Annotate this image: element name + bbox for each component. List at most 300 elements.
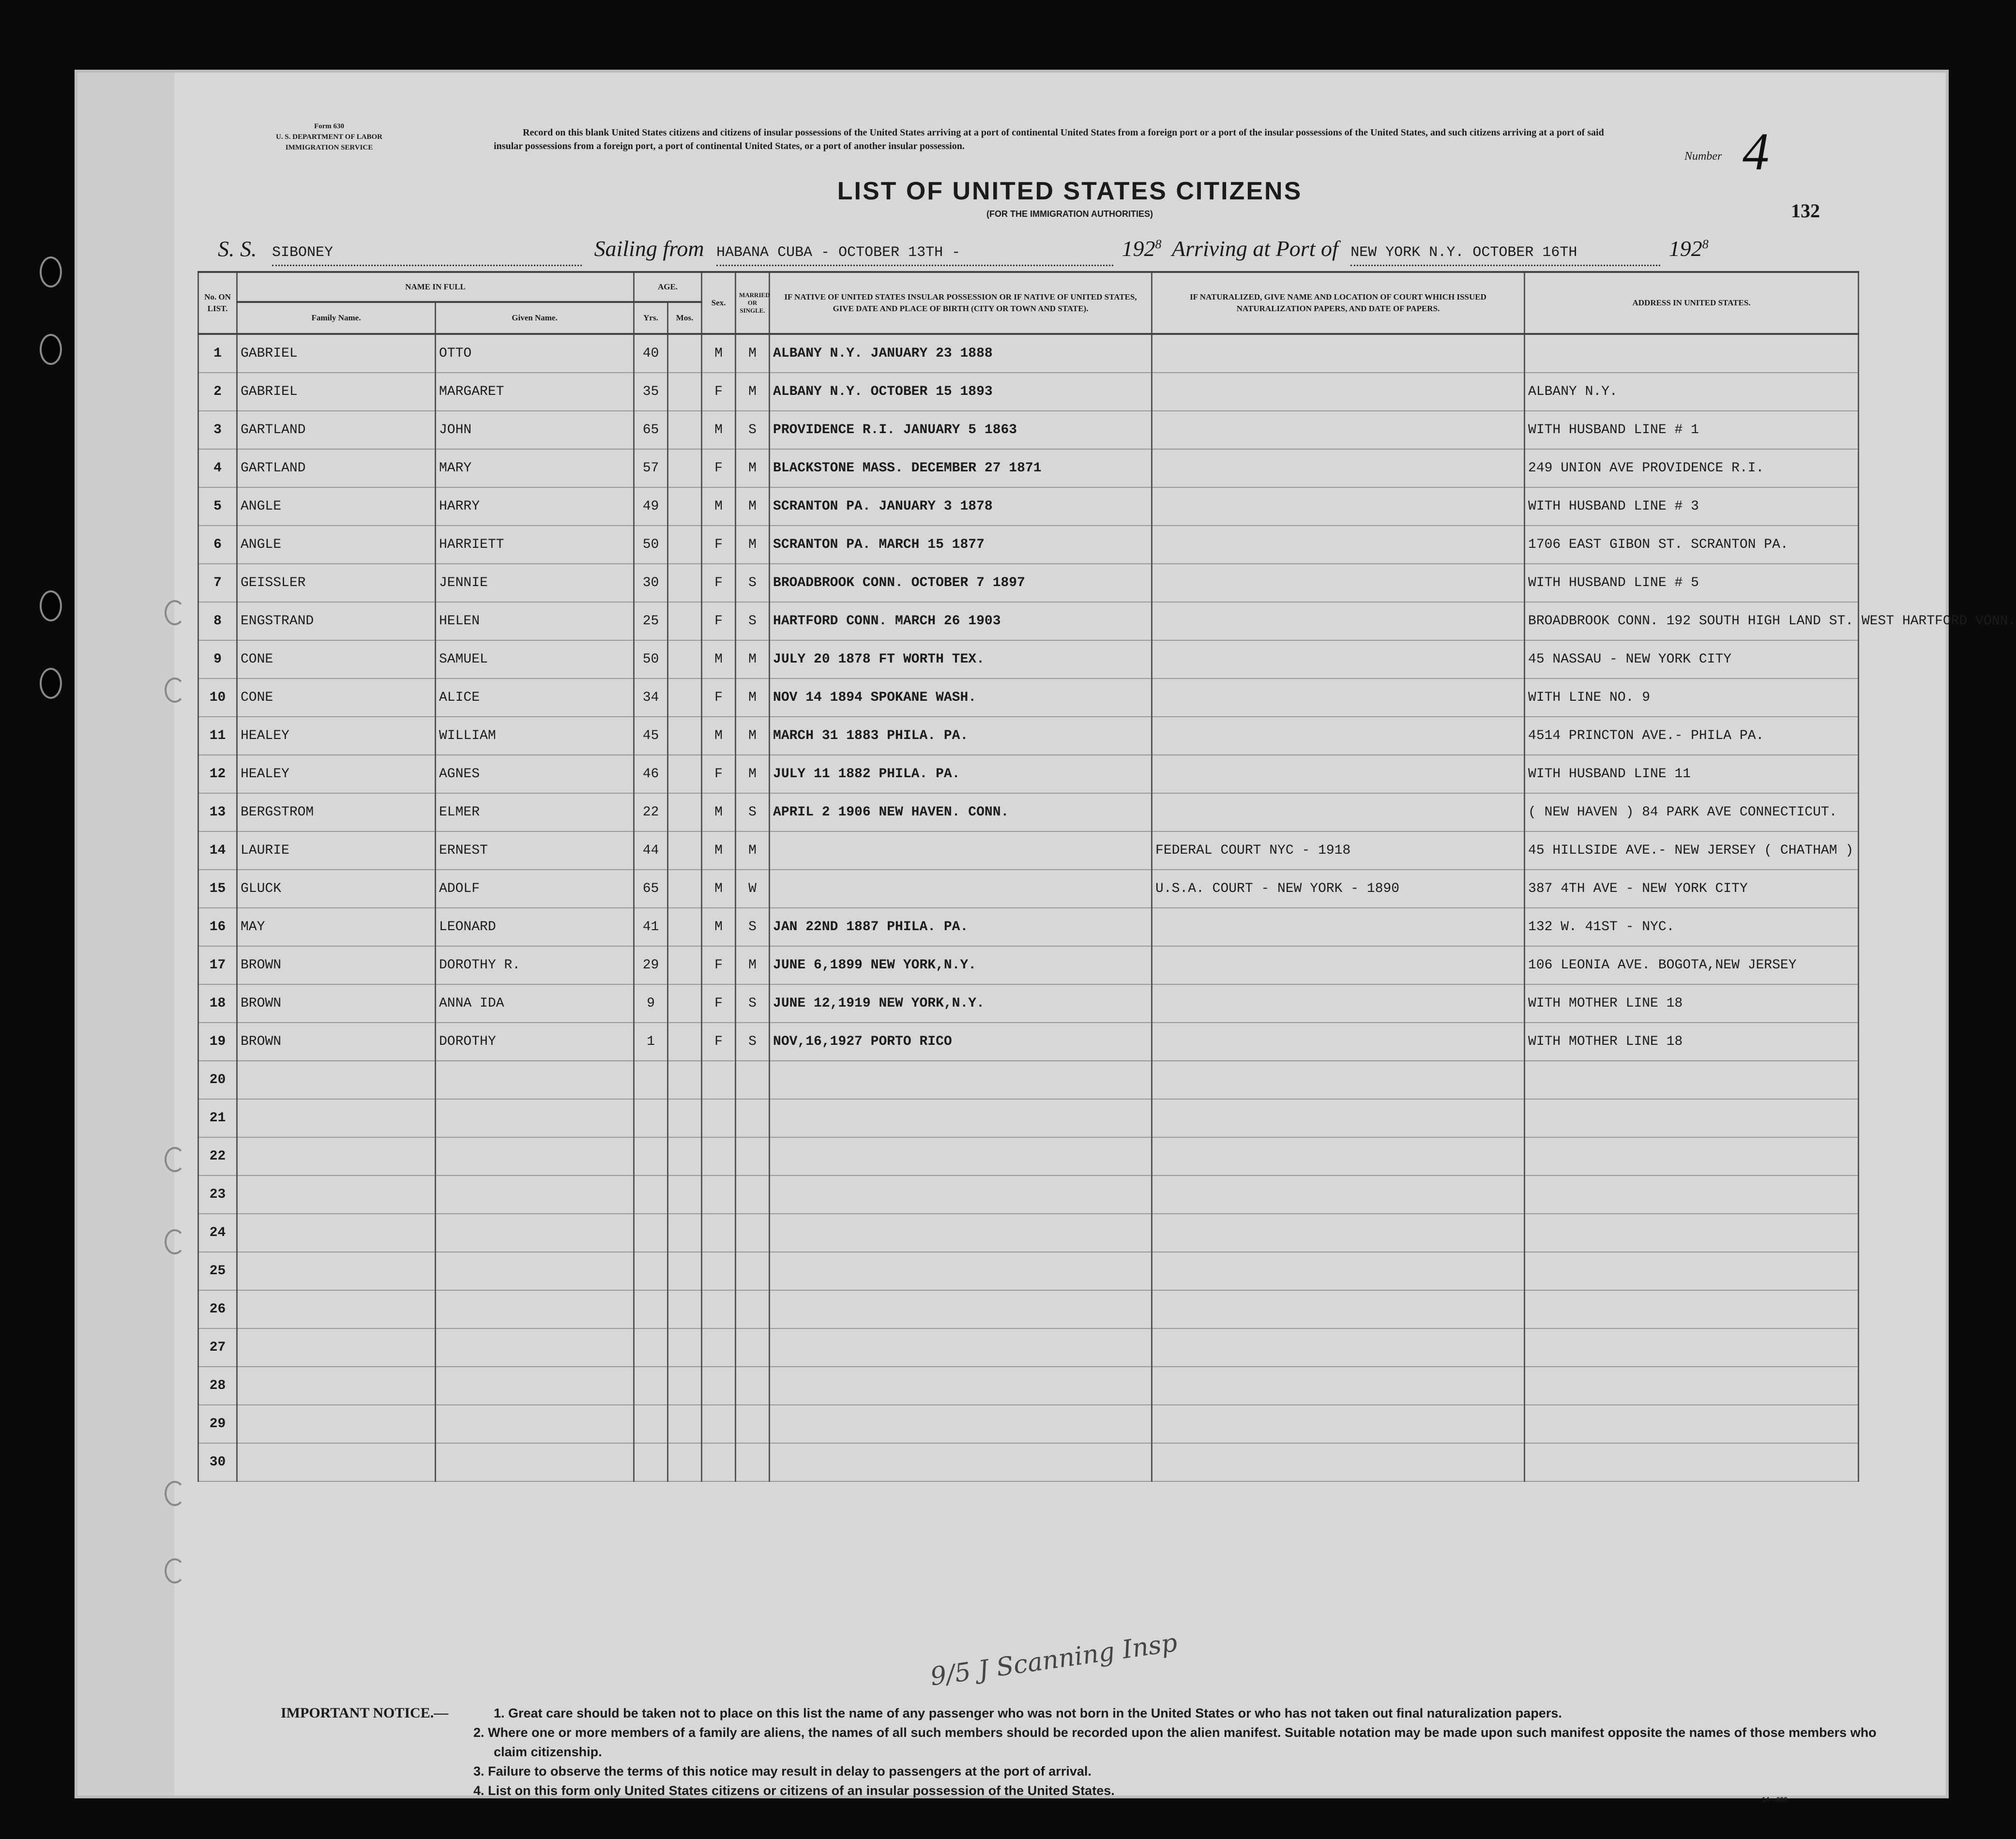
cell-ms: S [736, 984, 770, 1023]
cell-yrs: 45 [634, 717, 668, 755]
cell-yrs: 49 [634, 487, 668, 526]
cell-addr [1525, 1367, 1859, 1405]
cell-sex: F [702, 678, 736, 717]
cell-yrs: 65 [634, 411, 668, 449]
cell-birth: ALBANY N.Y. JANUARY 23 1888 [770, 334, 1152, 373]
cell-family: BROWN [237, 984, 436, 1023]
cell-mos [668, 946, 702, 984]
cell-family [237, 1252, 436, 1290]
cell-ms: M [736, 373, 770, 411]
cell-nat [1152, 793, 1525, 831]
table-row [198, 1099, 1859, 1137]
cell-ms: W [736, 870, 770, 908]
cell-no: 16 [198, 908, 237, 946]
table-row [198, 1443, 1859, 1481]
cell-ms: M [736, 334, 770, 373]
cell-yrs: 41 [634, 908, 668, 946]
cell-sex: M [702, 831, 736, 870]
cell-birth: JULY 11 1882 PHILA. PA. [770, 755, 1152, 793]
cell-no: 11 [198, 717, 237, 755]
cell-mos [668, 411, 702, 449]
cell-yrs: 25 [634, 602, 668, 640]
cell-no: 29 [198, 1405, 237, 1443]
cell-given: MARGARET [436, 373, 634, 411]
cell-ms: M [736, 831, 770, 870]
arriving-label: Arriving at Port of [1172, 236, 1338, 261]
cell-family: GLUCK [237, 870, 436, 908]
cell-sex: F [702, 526, 736, 564]
sailing-label: Sailing from [594, 236, 704, 261]
table-row [198, 640, 1859, 678]
cell-addr: 106 LEONIA AVE. BOGOTA,NEW JERSEY [1525, 946, 1859, 984]
cell-birth [770, 1252, 1152, 1290]
cell-given: ANNA IDA [436, 984, 634, 1023]
cell-mos [668, 1214, 702, 1252]
sailing-from: HABANA CUBA - OCTOBER 13TH - [716, 241, 1113, 266]
cell-sex [702, 1443, 736, 1481]
cell-yrs: 50 [634, 640, 668, 678]
cell-no: 5 [198, 487, 237, 526]
col-header-address: ADDRESS IN UNITED STATES. [1525, 272, 1859, 334]
form-code: 14—608 [1762, 1795, 1788, 1803]
ship-label: S. S. [218, 236, 257, 261]
arriving-year-digit: 8 [1702, 237, 1709, 251]
cell-no: 27 [198, 1328, 237, 1367]
table-row [198, 755, 1859, 793]
ring-mark [165, 600, 185, 625]
number-label: Number [1684, 150, 1722, 163]
cell-yrs [634, 1137, 668, 1176]
cell-no: 14 [198, 831, 237, 870]
cell-ms: M [736, 755, 770, 793]
cell-sex [702, 1137, 736, 1176]
cell-no: 12 [198, 755, 237, 793]
cell-mos [668, 1443, 702, 1481]
cell-sex [702, 1252, 736, 1290]
cell-addr: 1706 EAST GIBON ST. SCRANTON PA. [1525, 526, 1859, 564]
cell-yrs: 40 [634, 334, 668, 373]
cell-addr: WITH HUSBAND LINE # 1 [1525, 411, 1859, 449]
table-row [198, 1405, 1859, 1443]
table-row [198, 1061, 1859, 1099]
table-row [198, 449, 1859, 487]
cell-yrs [634, 1367, 668, 1405]
col-header-yrs: Yrs. [634, 302, 668, 334]
col-header-married: MARRIED OR SINGLE. [736, 272, 770, 334]
cell-family: ANGLE [237, 487, 436, 526]
cell-addr: 387 4TH AVE - NEW YORK CITY [1525, 870, 1859, 908]
cell-addr [1525, 1252, 1859, 1290]
cell-addr: 249 UNION AVE PROVIDENCE R.I. [1525, 449, 1859, 487]
cell-nat [1152, 411, 1525, 449]
cell-family: GABRIEL [237, 334, 436, 373]
ring-mark [165, 678, 185, 703]
cell-family: GARTLAND [237, 449, 436, 487]
cell-no: 28 [198, 1367, 237, 1405]
cell-yrs: 1 [634, 1023, 668, 1061]
cell-family [237, 1443, 436, 1481]
table-row [198, 678, 1859, 717]
cell-addr: ALBANY N.Y. [1525, 373, 1859, 411]
cell-mos [668, 908, 702, 946]
service-name: IMMIGRATION SERVICE [285, 144, 373, 151]
cell-family: CONE [237, 678, 436, 717]
cell-yrs [634, 1176, 668, 1214]
cell-mos [668, 1099, 702, 1137]
cell-mos [668, 487, 702, 526]
cell-addr: ( NEW HAVEN ) 84 PARK AVE CONNECTICUT. [1525, 793, 1859, 831]
cell-family [237, 1367, 436, 1405]
cell-ms: M [736, 487, 770, 526]
cell-ms: M [736, 449, 770, 487]
cell-mos [668, 755, 702, 793]
cell-mos [668, 1176, 702, 1214]
cell-mos [668, 831, 702, 870]
cell-mos [668, 1367, 702, 1405]
cell-birth: BLACKSTONE MASS. DECEMBER 27 1871 [770, 449, 1152, 487]
cell-no: 23 [198, 1176, 237, 1214]
binder-hole [40, 256, 62, 287]
cell-sex: M [702, 640, 736, 678]
cell-yrs: 65 [634, 870, 668, 908]
cell-addr: BROADBROOK CONN. 192 SOUTH HIGH LAND ST. WEST HARTFORD VONN. [1525, 602, 1859, 640]
inspector-signature: 9/5 J Scanning Insp [928, 1628, 1179, 1692]
arriving-year-prefix: 192 [1668, 236, 1702, 261]
cell-birth [770, 1405, 1152, 1443]
cell-nat [1152, 1061, 1525, 1099]
cell-yrs [634, 1061, 668, 1099]
cell-ms: S [736, 793, 770, 831]
notice-item-2: 2. Where one or more members of a family are aliens, the names of all such members should be recorded upon the alien manifest. Suitable notation may be made upon such manifest opposite the names of those members who claim citizenship. [473, 1725, 1877, 1759]
cell-ms: S [736, 564, 770, 602]
cell-yrs: 30 [634, 564, 668, 602]
table-row [198, 602, 1859, 640]
cell-family: MAY [237, 908, 436, 946]
col-header-birth: IF NATIVE OF UNITED STATES INSULAR POSSESSION OR IF NATIVE OF UNITED STATES, GIVE DATE AND PLACE OF BIRTH (CITY OR TOWN AND STATE). [770, 272, 1152, 334]
cell-sex [702, 1290, 736, 1328]
cell-nat [1152, 908, 1525, 946]
cell-no: 17 [198, 946, 237, 984]
cell-given [436, 1328, 634, 1367]
cell-nat [1152, 373, 1525, 411]
cell-given: HARRY [436, 487, 634, 526]
table-row [198, 717, 1859, 755]
table-row [198, 908, 1859, 946]
cell-yrs: 22 [634, 793, 668, 831]
cell-sex [702, 1214, 736, 1252]
cell-family [237, 1328, 436, 1367]
cell-given: JOHN [436, 411, 634, 449]
cell-no: 18 [198, 984, 237, 1023]
cell-addr [1525, 1176, 1859, 1214]
col-header-mos: Mos. [668, 302, 702, 334]
cell-family: GABRIEL [237, 373, 436, 411]
cell-sex [702, 1099, 736, 1137]
cell-nat [1152, 1214, 1525, 1252]
cell-ms [736, 1137, 770, 1176]
table-row [198, 870, 1859, 908]
cell-no: 24 [198, 1214, 237, 1252]
cell-mos [668, 717, 702, 755]
cell-nat [1152, 1290, 1525, 1328]
cell-yrs [634, 1290, 668, 1328]
cell-birth [770, 1443, 1152, 1481]
cell-nat [1152, 946, 1525, 984]
cell-ms: M [736, 946, 770, 984]
cell-mos [668, 1328, 702, 1367]
cell-no: 22 [198, 1137, 237, 1176]
cell-birth [770, 1328, 1152, 1367]
form-instructions: Record on this blank United States citizens and citizens of insular possessions of the United States arriving at a port of continental United States from a foreign port or a port of the insular possessions of the United States, and such citizens arriving at a port of said insular possessions from a foreign port, a port of continental United States, or a port of another insular possession. [494, 127, 1604, 151]
cell-family: ENGSTRAND [237, 602, 436, 640]
table-row [198, 1137, 1859, 1176]
cell-yrs [634, 1252, 668, 1290]
cell-ms: M [736, 640, 770, 678]
cell-addr [1525, 334, 1859, 373]
table-row [198, 411, 1859, 449]
cell-mos [668, 640, 702, 678]
cell-family: CONE [237, 640, 436, 678]
cell-given [436, 1176, 634, 1214]
cell-birth: SCRANTON PA. MARCH 15 1877 [770, 526, 1152, 564]
cell-addr [1525, 1099, 1859, 1137]
cell-no: 15 [198, 870, 237, 908]
table-row [198, 831, 1859, 870]
cell-birth [770, 1061, 1152, 1099]
cell-nat [1152, 1252, 1525, 1290]
cell-nat [1152, 449, 1525, 487]
cell-sex [702, 1367, 736, 1405]
cell-nat [1152, 984, 1525, 1023]
cell-mos [668, 984, 702, 1023]
cell-given: MARY [436, 449, 634, 487]
cell-given: HARRIETT [436, 526, 634, 564]
cell-ms [736, 1290, 770, 1328]
notice-item-4: 4. List on this form only United States citizens or citizens of an insular possession of the United States. [473, 1783, 1115, 1798]
cell-no: 20 [198, 1061, 237, 1099]
ship-name: SIBONEY [272, 241, 582, 266]
cell-no: 9 [198, 640, 237, 678]
cell-family: HEALEY [237, 755, 436, 793]
cell-birth: SCRANTON PA. JANUARY 3 1878 [770, 487, 1152, 526]
cell-sex: M [702, 870, 736, 908]
form-number: Form 630 [314, 122, 345, 130]
cell-addr: 45 NASSAU - NEW YORK CITY [1525, 640, 1859, 678]
ring-mark [165, 1558, 185, 1583]
cell-birth [770, 1176, 1152, 1214]
cell-family: LAURIE [237, 831, 436, 870]
cell-no: 19 [198, 1023, 237, 1061]
cell-sex: M [702, 908, 736, 946]
cell-sex: F [702, 984, 736, 1023]
cell-family: HEALEY [237, 717, 436, 755]
cell-nat [1152, 487, 1525, 526]
page-subtitle: (FOR THE IMMIGRATION AUTHORITIES) [986, 209, 1153, 219]
cell-given: SAMUEL [436, 640, 634, 678]
cell-ms: S [736, 1023, 770, 1061]
cell-sex: F [702, 449, 736, 487]
table-row [198, 793, 1859, 831]
ring-mark [165, 1147, 185, 1172]
cell-mos [668, 564, 702, 602]
cell-sex: M [702, 487, 736, 526]
cell-birth: PROVIDENCE R.I. JANUARY 5 1863 [770, 411, 1152, 449]
cell-given [436, 1405, 634, 1443]
cell-yrs: 35 [634, 373, 668, 411]
col-header-family: Family Name. [237, 302, 436, 334]
cell-birth [770, 1290, 1152, 1328]
cell-mos [668, 1405, 702, 1443]
important-notice [281, 1703, 1878, 1800]
table-row [198, 334, 1859, 373]
cell-birth: JUNE 6,1899 NEW YORK,N.Y. [770, 946, 1152, 984]
table-row [198, 1176, 1859, 1214]
col-header-given: Given Name. [436, 302, 634, 334]
binder-hole [40, 334, 62, 365]
cell-ms [736, 1328, 770, 1367]
cell-yrs: 50 [634, 526, 668, 564]
cell-family [237, 1290, 436, 1328]
table-row [198, 487, 1859, 526]
cell-yrs: 57 [634, 449, 668, 487]
ring-mark [165, 1481, 185, 1506]
cell-addr: WITH MOTHER LINE 18 [1525, 984, 1859, 1023]
cell-sex: F [702, 564, 736, 602]
cell-ms [736, 1061, 770, 1099]
cell-nat [1152, 1137, 1525, 1176]
cell-nat [1152, 717, 1525, 755]
cell-ms: M [736, 717, 770, 755]
cell-birth: HARTFORD CONN. MARCH 26 1903 [770, 602, 1152, 640]
cell-given: DOROTHY [436, 1023, 634, 1061]
department-name: U. S. DEPARTMENT OF LABOR [275, 133, 383, 141]
cell-birth: APRIL 2 1906 NEW HAVEN. CONN. [770, 793, 1152, 831]
cell-family: GARTLAND [237, 411, 436, 449]
col-header-age: AGE. [634, 272, 702, 302]
cell-birth [770, 1367, 1152, 1405]
cell-sex: F [702, 946, 736, 984]
cell-family [237, 1405, 436, 1443]
cell-nat [1152, 755, 1525, 793]
cell-birth: BROADBROOK CONN. OCTOBER 7 1897 [770, 564, 1152, 602]
cell-addr [1525, 1405, 1859, 1443]
cell-birth: NOV 14 1894 SPOKANE WASH. [770, 678, 1152, 717]
cell-mos [668, 1023, 702, 1061]
number-value: 4 [1743, 122, 1769, 181]
cell-birth: MARCH 31 1883 PHILA. PA. [770, 717, 1152, 755]
cell-nat [1152, 1405, 1525, 1443]
cell-family: BROWN [237, 946, 436, 984]
cell-no: 10 [198, 678, 237, 717]
cell-nat [1152, 1099, 1525, 1137]
table-row [198, 1290, 1859, 1328]
cell-ms [736, 1252, 770, 1290]
cell-nat [1152, 1328, 1525, 1367]
cell-ms: S [736, 908, 770, 946]
cell-sex [702, 1328, 736, 1367]
cell-addr: WITH HUSBAND LINE 11 [1525, 755, 1859, 793]
cell-given [436, 1214, 634, 1252]
cell-ms [736, 1214, 770, 1252]
cell-given [436, 1252, 634, 1290]
col-header-sex: Sex. [702, 272, 736, 334]
table-row [198, 1252, 1859, 1290]
cell-yrs: 44 [634, 831, 668, 870]
cell-addr: WITH MOTHER LINE 18 [1525, 1023, 1859, 1061]
cell-birth: JUNE 12,1919 NEW YORK,N.Y. [770, 984, 1152, 1023]
cell-given: DOROTHY R. [436, 946, 634, 984]
cell-ms [736, 1405, 770, 1443]
cell-family [237, 1137, 436, 1176]
cell-family [237, 1061, 436, 1099]
cell-no: 4 [198, 449, 237, 487]
cell-no: 25 [198, 1252, 237, 1290]
cell-sex: F [702, 602, 736, 640]
cell-family: ANGLE [237, 526, 436, 564]
cell-addr: 132 W. 41ST - NYC. [1525, 908, 1859, 946]
cell-nat: U.S.A. COURT - NEW YORK - 1890 [1152, 870, 1525, 908]
cell-mos [668, 526, 702, 564]
cell-no: 30 [198, 1443, 237, 1481]
cell-no: 7 [198, 564, 237, 602]
cell-nat [1152, 1367, 1525, 1405]
cell-addr [1525, 1214, 1859, 1252]
cell-family [237, 1214, 436, 1252]
sailing-year-prefix: 192 [1122, 236, 1155, 261]
cell-nat: FEDERAL COURT NYC - 1918 [1152, 831, 1525, 870]
cell-given: ALICE [436, 678, 634, 717]
cell-sex [702, 1405, 736, 1443]
table-row [198, 1023, 1859, 1061]
table-row [198, 1328, 1859, 1367]
col-header-name: NAME IN FULL [237, 272, 634, 302]
cell-birth: NOV,16,1927 PORTO RICO [770, 1023, 1152, 1061]
cell-nat [1152, 602, 1525, 640]
cell-no: 21 [198, 1099, 237, 1137]
sheet-binding-edge [77, 73, 174, 1795]
cell-no: 1 [198, 334, 237, 373]
cell-given: AGNES [436, 755, 634, 793]
notice-item-3: 3. Failure to observe the terms of this notice may result in delay to passengers at the port of arrival. [473, 1764, 1091, 1779]
cell-no: 6 [198, 526, 237, 564]
cell-addr [1525, 1328, 1859, 1367]
table-row [198, 1214, 1859, 1252]
table-row [198, 526, 1859, 564]
cell-given [436, 1290, 634, 1328]
cell-ms: M [736, 526, 770, 564]
cell-given [436, 1061, 634, 1099]
cell-family: BROWN [237, 1023, 436, 1061]
cell-given [436, 1367, 634, 1405]
arriving-port: NEW YORK N.Y. OCTOBER 16TH [1350, 241, 1660, 266]
cell-given [436, 1137, 634, 1176]
cell-nat [1152, 640, 1525, 678]
cell-family: BERGSTROM [237, 793, 436, 831]
cell-yrs [634, 1328, 668, 1367]
cell-given [436, 1099, 634, 1137]
cell-birth: ALBANY N.Y. OCTOBER 15 1893 [770, 373, 1152, 411]
col-header-no: No. ON LIST. [198, 272, 237, 334]
notice-item-1: IMPORTANT NOTICE.— 1. Great care should be taken not to place on this list the name of any passenger who was not born in the United States or who has not taken out final naturalization papers. [281, 1703, 1878, 1723]
cell-sex: M [702, 411, 736, 449]
cell-family: GEISSLER [237, 564, 436, 602]
cell-sex [702, 1176, 736, 1214]
cell-mos [668, 1290, 702, 1328]
cell-no: 26 [198, 1290, 237, 1328]
col-header-naturalized: IF NATURALIZED, GIVE NAME AND LOCATION OF COURT WHICH ISSUED NATURALIZATION PAPERS, AND DATE OF PAPERS. [1152, 272, 1525, 334]
cell-mos [668, 334, 702, 373]
cell-no: 8 [198, 602, 237, 640]
